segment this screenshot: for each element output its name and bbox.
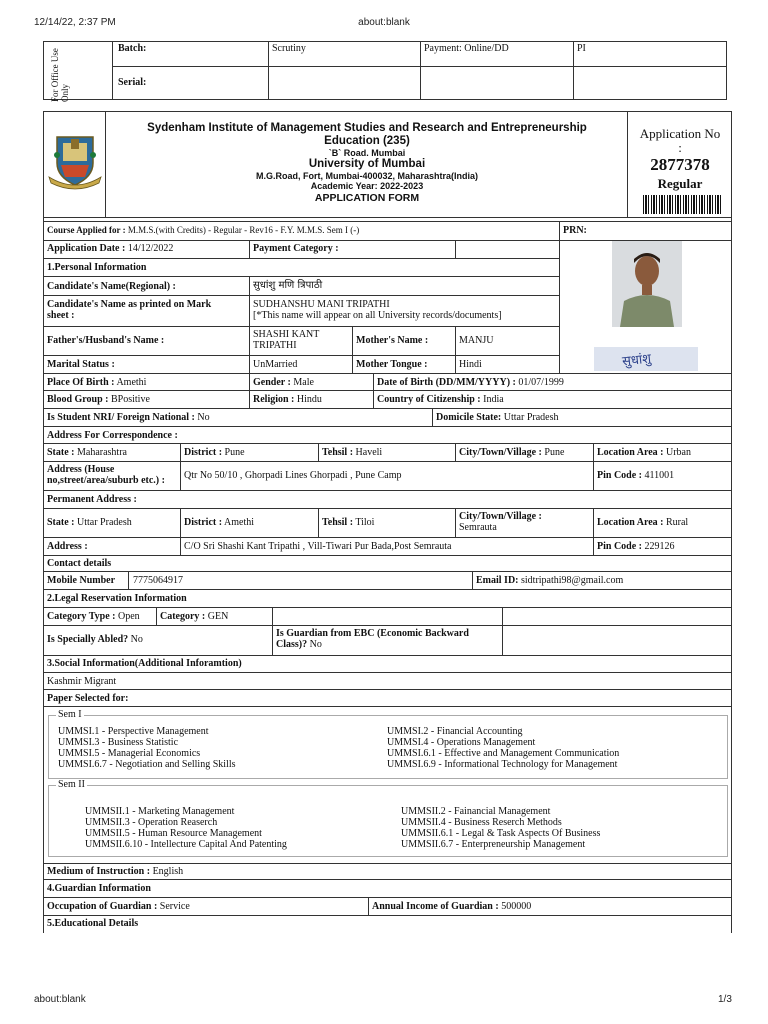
paper-item: UMMSII.2 - Fainancial Management xyxy=(401,806,551,817)
application-type: Regular xyxy=(657,176,703,191)
corr-city: City/Town/Village : Pune xyxy=(459,447,565,458)
prn-label: PRN: xyxy=(563,225,587,236)
paper-item: UMMSII.6.1 - Legal & Task Aspects Of Business xyxy=(401,828,601,839)
payment-mode-label: Payment: Online/DD xyxy=(424,43,509,54)
institute-road: `B` Road. Mumbai xyxy=(328,148,406,158)
medium-of-instruction: Medium of Instruction : English xyxy=(47,866,184,877)
paper-item: UMMSI.1 - Perspective Management xyxy=(58,726,209,737)
social-heading: 3.Social Information(Additional Inforamtion) xyxy=(47,658,242,669)
perm-location-area: Location Area : Rural xyxy=(597,517,689,528)
perm-address-value: C/O Sri Shashi Kant Tripathi , Vill-Tiwari Pur Bada,Post Semrauta xyxy=(184,541,452,552)
regional-name-value: सुधांशु मणि त्रिपाठी xyxy=(253,280,323,291)
category: Category : GEN xyxy=(160,611,229,622)
mother-name-value: MANJU xyxy=(459,335,494,346)
blood-group: Blood Group : BPositive xyxy=(47,394,150,405)
mother-name-label: Mother's Name : xyxy=(356,335,429,346)
religion: Religion : Hindu xyxy=(253,394,322,405)
gender: Gender : Male xyxy=(253,377,314,388)
perm-address-label: Address : xyxy=(47,541,88,552)
corr-tehsil: Tehsil : Haveli xyxy=(322,447,383,458)
perm-district: District : Amethi xyxy=(184,517,254,528)
print-page-number: 1/3 xyxy=(718,994,732,1005)
marital-status-label: Marital Status : xyxy=(47,359,115,370)
batch-label: Batch: xyxy=(118,43,147,54)
correspondence-heading: Address For Correspondence : xyxy=(47,430,178,441)
specially-abled: Is Specially Abled? No xyxy=(47,634,143,645)
sem2-right-list xyxy=(401,806,600,850)
sem1-legend: Sem I xyxy=(58,709,82,720)
academic-year: Academic Year: 2022-2023 xyxy=(310,181,424,191)
institute-code: Education (235) xyxy=(324,135,410,147)
institute-name: Sydenham Institute of Management Studies and Research and Entrepreneurship xyxy=(147,122,587,134)
candidate-photo xyxy=(612,241,682,327)
application-no-label: Application No xyxy=(639,126,721,141)
application-number-box: Application No : 2877378 Regular xyxy=(628,126,732,191)
email: Email ID: sidtripathi98@gmail.com xyxy=(476,575,624,586)
contact-heading: Contact details xyxy=(47,558,112,569)
paper-item: UMMSII.5 - Human Resource Management xyxy=(85,828,262,839)
perm-pin-code: Pin Code : 229126 xyxy=(597,541,675,552)
marksheet-name-value: SUDHANSHU MANI TRIPATHI [*This name will appear on all University records/documents] xyxy=(253,299,502,321)
guardian-income: Annual Income of Guardian : 500000 xyxy=(372,901,532,912)
paper-item: UMMSII.4 - Business Reserch Methods xyxy=(401,817,562,828)
sem2-legend: Sem II xyxy=(58,779,85,790)
paper-item: UMMSI.4 - Operations Management xyxy=(387,737,536,748)
print-datetime: 12/14/22, 2:37 PM xyxy=(34,17,116,28)
paper-item: UMMSII.6.7 - Enterpreneurship Management xyxy=(401,839,586,850)
office-use-label: For Office Use Only xyxy=(50,48,70,102)
scrutiny-label: Scrutiny xyxy=(272,43,306,54)
regional-name-label: Candidate's Name(Regional) : xyxy=(47,281,176,292)
signature-image: सुधांशु xyxy=(594,347,698,371)
corr-state: State : Maharashtra xyxy=(47,447,127,458)
nri-status: Is Student NRI/ Foreign National : No xyxy=(47,412,210,423)
payment-category-label: Payment Category : xyxy=(253,243,339,254)
father-name-value: SHASHI KANT TRIPATHI xyxy=(253,329,320,351)
paper-item: UMMSII.3 - Operation Reaserch xyxy=(85,817,218,828)
perm-tehsil: Tehsil : Tiloi xyxy=(322,517,375,528)
mobile-label: Mobile Number xyxy=(47,575,116,586)
application-number: 2877378 xyxy=(650,155,710,174)
sem1-left-list xyxy=(58,726,236,770)
print-page-title: about:blank xyxy=(358,17,410,28)
pi-label: PI xyxy=(577,43,586,54)
perm-city: City/Town/Village : Semrauta xyxy=(459,511,542,533)
corr-address-value: Qtr No 50/10 , Ghorpadi Lines Ghorpadi , Pune Camp xyxy=(184,470,402,481)
guardian-heading: 4.Guardian Information xyxy=(47,883,151,894)
paper-item: UMMSII.6.10 - Intellecture Capital And Patenting xyxy=(85,839,287,850)
serial-label: Serial: xyxy=(118,77,147,88)
guardian-ebc: Is Guardian from EBC (Economic Backward Class)? No xyxy=(276,628,469,650)
paper-item: UMMSI.5 - Managerial Economics xyxy=(58,748,201,759)
paper-item: UMMSI.6.1 - Effective and Management Communication xyxy=(387,748,620,759)
personal-info-heading: 1.Personal Information xyxy=(47,262,147,273)
barcode xyxy=(643,195,721,214)
paper-item: UMMSI.2 - Financial Accounting xyxy=(387,726,523,737)
legal-heading: 2.Legal Reservation Information xyxy=(47,593,187,604)
sem1-right-list xyxy=(387,726,619,770)
mobile-value: 7775064917 xyxy=(133,575,183,586)
education-heading: 5.Educational Details xyxy=(47,918,139,929)
father-name-label: Father's/Husband's Name : xyxy=(47,335,165,346)
form-title: APPLICATION FORM xyxy=(314,192,420,204)
country-of-citizenship: Country of Citizenship : India xyxy=(377,394,504,405)
category-type: Category Type : Open xyxy=(47,611,140,622)
institute-header xyxy=(108,122,626,204)
place-of-birth: Place Of Birth : Amethi xyxy=(47,377,147,388)
mother-tongue-value: Hindi xyxy=(459,359,482,370)
paper-item: UMMSII.1 - Marketing Management xyxy=(85,806,235,817)
course-label: Course Applied for : M.M.S.(with Credits) - Regular - Rev16 - F.Y. M.M.S. Sem I (-) xyxy=(47,225,360,235)
corr-pin-code: Pin Code : 411001 xyxy=(597,470,675,481)
university-name: University of Mumbai xyxy=(308,158,426,170)
social-value: Kashmir Migrant xyxy=(47,676,117,687)
date-of-birth: Date of Birth (DD/MM/YYYY) : 01/07/1999 xyxy=(377,377,564,388)
paper-item: UMMSI.6.9 - Informational Technology for Management xyxy=(387,759,618,770)
mother-tongue-label: Mother Tongue : xyxy=(356,359,428,370)
perm-state: State : Uttar Pradesh xyxy=(47,517,132,528)
domicile-state: Domicile State: Uttar Pradesh xyxy=(436,412,559,423)
paper-heading: Paper Selected for: xyxy=(47,693,129,704)
application-date-label: Application Date : 14/12/2022 xyxy=(47,243,174,254)
corr-address-label: Address (House no,street/area/suburb etc.) : xyxy=(47,464,165,486)
permanent-heading: Permanent Address : xyxy=(47,494,137,505)
marital-status-value: UnMarried xyxy=(253,359,298,370)
print-footer-url: about:blank xyxy=(34,994,86,1005)
guardian-occupation: Occupation of Guardian : Service xyxy=(47,901,190,912)
university-logo xyxy=(47,133,103,191)
university-address: M.G.Road, Fort, Mumbai-400032, Maharashtra(India) xyxy=(255,171,479,181)
marksheet-name-label: Candidate's Name as printed on Mark sheet : xyxy=(47,299,212,321)
corr-location-area: Location Area : Urban xyxy=(597,447,691,458)
paper-item: UMMSI.6.7 - Negotiation and Selling Skills xyxy=(58,759,236,770)
corr-district: District : Pune xyxy=(184,447,245,458)
paper-item: UMMSI.3 - Business Statistic xyxy=(58,737,179,748)
sem2-left-list xyxy=(85,806,287,850)
